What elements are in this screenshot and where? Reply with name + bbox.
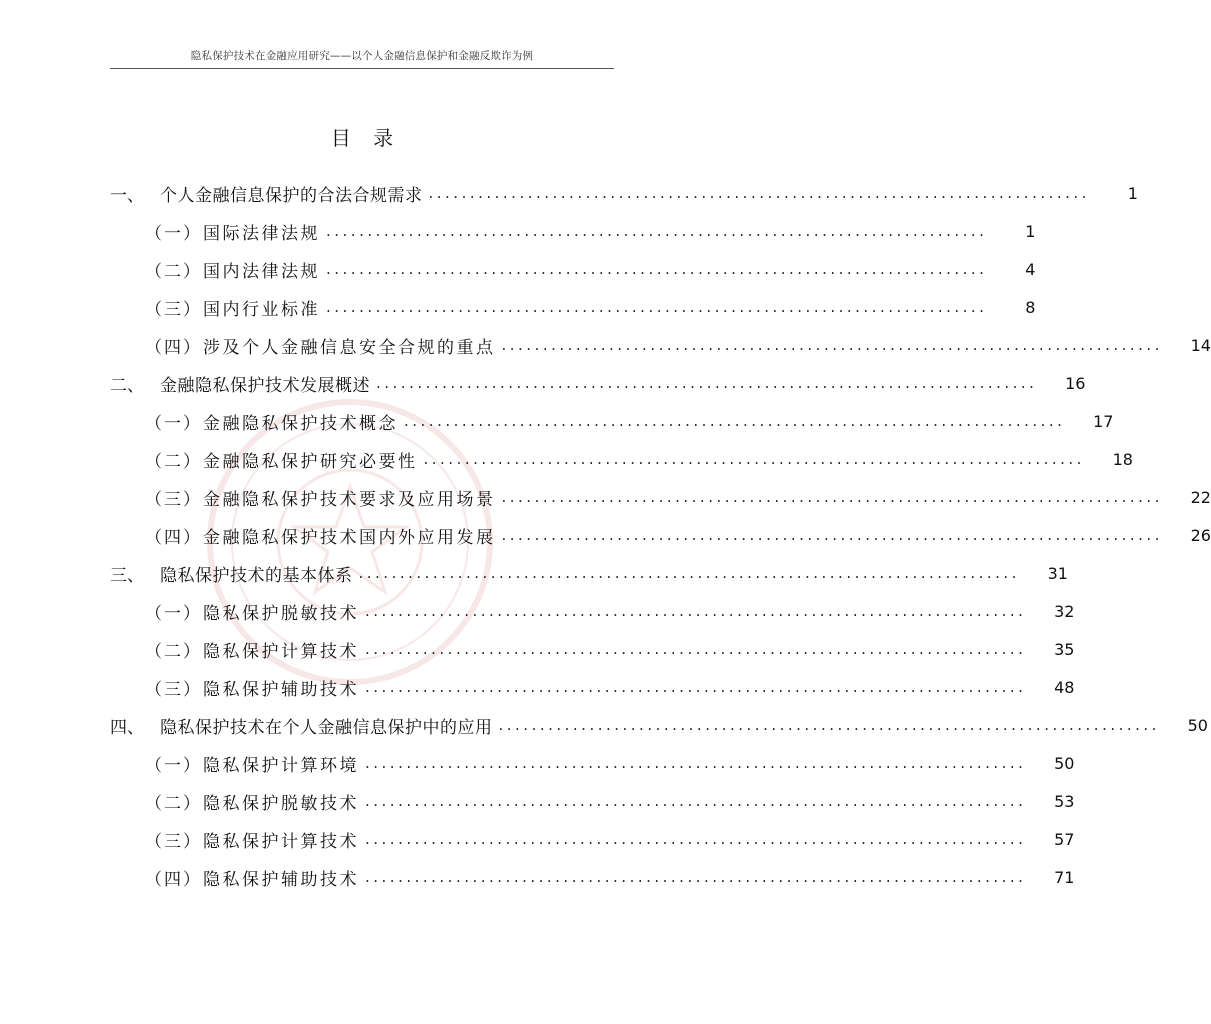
toc-page-number: 1 — [1025, 221, 1036, 241]
toc-page-number: 50 — [1054, 753, 1075, 773]
toc-entry-title: 国内行业标准 — [203, 299, 320, 320]
toc-page-number: 8 — [1025, 297, 1036, 317]
toc-entry-number: （三） — [145, 489, 202, 510]
toc-section-entry[interactable] — [0, 440, 1133, 478]
toc-section-entry[interactable] — [0, 478, 1211, 516]
toc-entry-title: 国内法律法规 — [203, 261, 320, 282]
toc-page-number: 31 — [1047, 563, 1068, 583]
toc-page-number: 14 — [1190, 335, 1211, 355]
toc-entry-title: 金融隐私保护技术国内外应用发展 — [203, 527, 496, 548]
toc-entry-number: （三） — [145, 831, 202, 852]
toc-page-number: 32 — [1054, 601, 1075, 621]
toc-section-entry[interactable] — [0, 326, 1211, 364]
toc-entry-title: 金融隐私保护研究必要性 — [203, 451, 418, 472]
toc-section-entry[interactable] — [0, 668, 1075, 706]
toc-chapter-entry[interactable] — [0, 706, 1208, 744]
toc-dot-leader: ................................................................................ — [365, 678, 1027, 696]
toc-page-number: 35 — [1054, 639, 1075, 659]
toc-entry-number: （三） — [145, 299, 202, 320]
toc-entry-title: 金融隐私保护技术要求及应用场景 — [203, 489, 496, 510]
toc-entry-number: 四、 — [110, 717, 144, 738]
toc-section-entry[interactable] — [0, 592, 1075, 630]
toc-dot-leader: ................................................................................ — [365, 868, 1027, 886]
toc-page-number: 4 — [1025, 259, 1036, 279]
toc-dot-leader: ................................................................................ — [423, 450, 1085, 468]
toc-dot-leader: ................................................................................ — [498, 716, 1160, 734]
toc-entry-number: （二） — [145, 261, 202, 282]
toc-entry-number: （一） — [145, 755, 202, 776]
toc-page-number: 71 — [1054, 867, 1075, 887]
toc-entry-title: 隐私保护计算技术 — [203, 641, 359, 662]
toc-entry-number: （一） — [145, 413, 202, 434]
toc-dot-leader: ................................................................................ — [428, 184, 1090, 202]
toc-entry-number: 一、 — [110, 185, 144, 206]
toc-page-number: 57 — [1054, 829, 1075, 849]
toc-dot-leader: ................................................................................ — [376, 374, 1038, 392]
toc-dot-leader: ................................................................................ — [326, 260, 988, 278]
toc-page-number: 50 — [1187, 715, 1208, 735]
toc-page-number: 16 — [1065, 373, 1086, 393]
toc-section-entry[interactable] — [0, 250, 1036, 288]
toc-dot-leader: ................................................................................ — [358, 564, 1020, 582]
toc-chapter-entry[interactable] — [0, 364, 1086, 402]
toc-entry-title: 隐私保护辅助技术 — [203, 679, 359, 700]
toc-entry-number: （一） — [145, 223, 202, 244]
toc-entry-title: 金融隐私保护技术发展概述 — [160, 375, 370, 396]
toc-entry-number: 二、 — [110, 375, 144, 396]
toc-entry-number: （四） — [145, 337, 202, 358]
toc-dot-leader: ................................................................................ — [501, 488, 1163, 506]
toc-section-entry[interactable] — [0, 630, 1075, 668]
toc-entry-number: （二） — [145, 451, 202, 472]
toc-entry-title: 涉及个人金融信息安全合规的重点 — [203, 337, 496, 358]
toc-dot-leader: ................................................................................ — [365, 754, 1027, 772]
toc-dot-leader: ................................................................................ — [365, 830, 1027, 848]
toc-entry-number: 三、 — [110, 565, 144, 586]
toc-entry-number: （三） — [145, 679, 202, 700]
running-header: 隐私保护技术在金融应用研究——以个人金融信息保护和金融反欺诈为例 — [190, 50, 534, 62]
toc-entry-title: 个人金融信息保护的合法合规需求 — [160, 185, 423, 206]
page-title: 目 录 — [330, 126, 402, 150]
toc-dot-leader: ................................................................................ — [365, 602, 1027, 620]
toc-page-number: 17 — [1093, 411, 1114, 431]
toc-entry-number: （四） — [145, 527, 202, 548]
toc-entry-title: 隐私保护辅助技术 — [203, 869, 359, 890]
toc-entry-number: （二） — [145, 641, 202, 662]
toc-entry-title: 隐私保护脱敏技术 — [203, 603, 359, 624]
toc-entry-number: （二） — [145, 793, 202, 814]
toc-page-number: 26 — [1190, 525, 1211, 545]
toc-entry-title: 金融隐私保护技术概念 — [203, 413, 398, 434]
toc-entry-title: 国际法律法规 — [203, 223, 320, 244]
toc-section-entry[interactable] — [0, 744, 1075, 782]
toc-chapter-entry[interactable] — [0, 174, 1138, 212]
toc-entry-title: 隐私保护技术在个人金融信息保护中的应用 — [160, 717, 493, 738]
toc-section-entry[interactable] — [0, 212, 1036, 250]
toc-entry-number: （四） — [145, 869, 202, 890]
toc-dot-leader: ................................................................................ — [501, 336, 1163, 354]
toc-section-entry[interactable] — [0, 402, 1114, 440]
toc-chapter-entry[interactable] — [0, 554, 1068, 592]
toc-entry-title: 隐私保护脱敏技术 — [203, 793, 359, 814]
toc-page-number: 53 — [1054, 791, 1075, 811]
toc-page-number: 48 — [1054, 677, 1075, 697]
toc-dot-leader: ................................................................................ — [326, 222, 988, 240]
toc-entry-number: （一） — [145, 603, 202, 624]
toc-section-entry[interactable] — [0, 516, 1211, 554]
toc-dot-leader: ................................................................................ — [365, 792, 1027, 810]
toc-entry-title: 隐私保护计算环境 — [203, 755, 359, 776]
toc-entry-title: 隐私保护技术的基本体系 — [160, 565, 353, 586]
toc-dot-leader: ................................................................................ — [501, 526, 1163, 544]
toc-page-number: 1 — [1127, 183, 1138, 203]
toc-page-number: 22 — [1190, 487, 1211, 507]
toc-entry-title: 隐私保护计算技术 — [203, 831, 359, 852]
toc-section-entry[interactable] — [0, 858, 1075, 896]
toc-dot-leader: ................................................................................ — [365, 640, 1027, 658]
toc-section-entry[interactable] — [0, 820, 1075, 858]
header-rule — [110, 68, 614, 69]
toc-section-entry[interactable] — [0, 782, 1075, 820]
toc-dot-leader: ................................................................................ — [404, 412, 1066, 430]
toc-page-number: 18 — [1112, 449, 1133, 469]
toc-section-entry[interactable] — [0, 288, 1036, 326]
toc-dot-leader: ................................................................................ — [326, 298, 988, 316]
